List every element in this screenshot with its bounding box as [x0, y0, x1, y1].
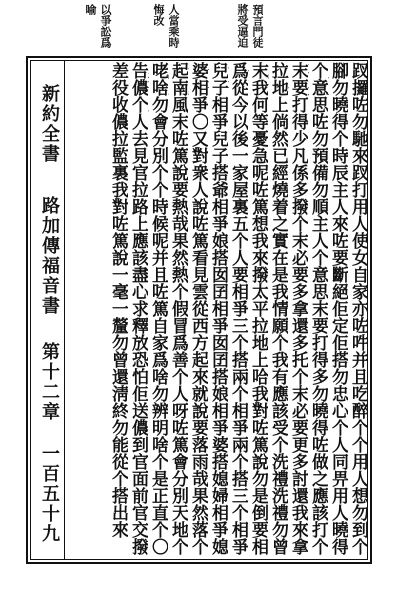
margin-note-line: 人當乘時: [167, 4, 180, 48]
margin-note-line: 以爭訟爲: [99, 4, 112, 48]
text-column: 䟕攞咗勿馳來䟕打用人使女自家亦咗吽并且吃醉个个用人想勿到个: [348, 62, 368, 555]
text-column: 起南風末咗篤說要熱哉果然熱个假冒爲善个人呀咗篤會分別天地个: [168, 62, 188, 555]
text-column: 末要打得少凡係多撥个末必要多拿還多托个末必要更多討還我來拿: [288, 62, 308, 555]
text-column: 兒子相爭兒子搭爺相爭娘搭囡囝相爭囡囝搭娘相爭婆搭媳婦相爭媳: [208, 62, 228, 555]
margin-note-lawsuit: [84, 4, 111, 52]
gospel-title: 路加傳福音書: [39, 196, 60, 316]
text-column: 告儂个人去見官拉路上應該盡心求釋放恐怕佢送儂到官面前官交撥: [128, 62, 148, 555]
margin-note-persecution: [236, 4, 263, 52]
text-body: [68, 62, 368, 558]
text-column: 婆相爭〇又對衆人說咗篤看見雲從西方起來就說要落雨哉果然落个: [188, 62, 208, 555]
text-column: 咾啥勿會分別个个時候呢并且咗篤自家爲啥勿辨明啥个是正直个〇: [148, 62, 168, 555]
text-column: 腳勿曉得个時辰主人來咗要斷絕佢定佢搭勿忠心个人同畀用人曉得: [328, 62, 348, 555]
text-column: 末我何等憂急呢咗篤想我來撥太平拉地上哈我對咗篤說勿是倒要相: [248, 62, 268, 555]
text-column: 爲從今以後一家屋裏五个人要相爭三个搭兩个相爭兩个搭三个相爭: [228, 62, 248, 555]
text-column: 拉地上倘然已經燒着之實在是我情願个我有應該受个洗禮洗禮勿曾: [268, 62, 288, 555]
text-column: 个意思咗勿預備勿順主人个意思末要打得多勿曉得咗做之應該打个: [308, 62, 328, 555]
margin-note-line: 預言門徒: [251, 4, 264, 48]
page-number: 一百五十九: [39, 444, 60, 544]
margin-note-line: 悔改: [152, 4, 165, 26]
header-separator: [64, 60, 65, 560]
chapter-label: 第十二章: [39, 342, 60, 422]
text-column: 差役收儂拉監裏我對咗篤說一毫一釐勿曾還淸終勿能從个搭出來: [108, 62, 128, 538]
margin-note-line: 喻: [84, 4, 97, 15]
margin-note-line: 將受逼迫: [236, 4, 249, 48]
margin-note-repent: [152, 4, 179, 52]
book-title: 新約全書: [39, 84, 60, 164]
